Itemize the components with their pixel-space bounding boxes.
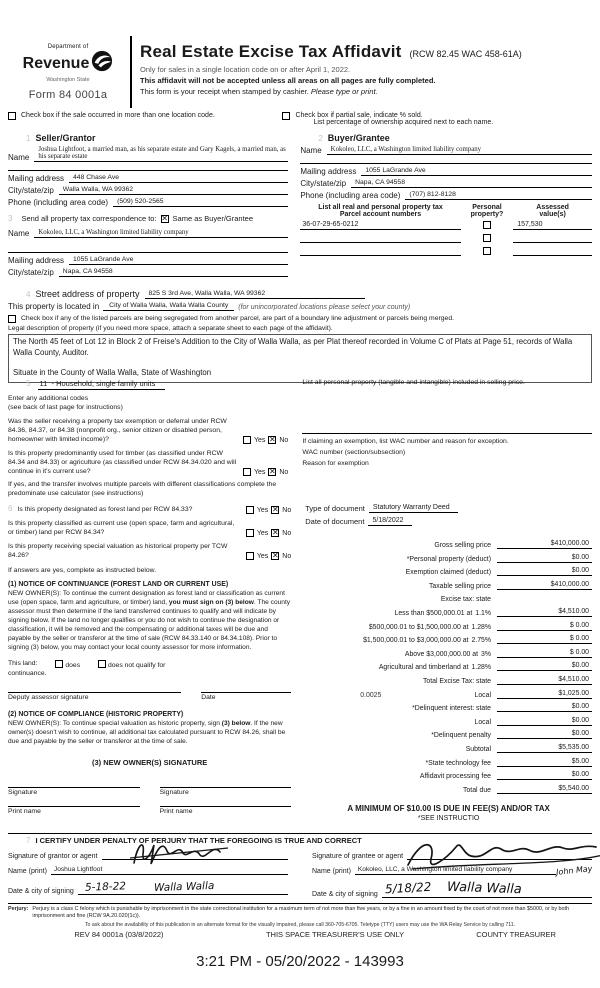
multiple-location-label: Check box if the sale occurred in more than one location code. <box>21 112 215 119</box>
new-owner-signature-title: (3) NEW OWNER(S) SIGNATURE <box>91 758 208 767</box>
parcel-col2-line1: Personal <box>472 204 502 211</box>
fin-value[interactable]: $0.00 <box>497 662 592 671</box>
correspondence-row <box>8 214 288 223</box>
land-qualify-row <box>8 660 291 669</box>
multiple-location-checkbox[interactable] <box>8 112 16 120</box>
historic-no-label: No <box>282 552 292 560</box>
fin-value[interactable]: $ 0.00 <box>497 635 592 644</box>
accessibility-note: To ask about the availability of this publication in an alternate format for the visually impaired, please call 360-705-6705. Teletype (TTY) users may use the WA Relay Service by calling 711. <box>84 922 516 928</box>
fin-row-technology-fee <box>305 758 592 767</box>
deputy-date-label: Date <box>201 694 216 701</box>
current-use-question: Is this property classified as current use (open space, farm and agricultural, or timber) land per RCW 84.34? <box>8 520 235 536</box>
fin-label: Subtotal <box>465 745 491 753</box>
forest-no-checkbox[interactable] <box>271 506 279 514</box>
q2-no-label: No <box>279 468 289 476</box>
deputy-assessor-signature-line[interactable] <box>8 692 181 701</box>
if-yes-instruction: If answers are yes, complete as instructed below. <box>8 567 157 574</box>
notice2-text-c: . If the new owner(s) doesn't wish to continue, all additional tax calculated pursuant to RCW 84.26, shall be due and payable by the seller or transferor at the time of sale. <box>8 720 286 745</box>
buyer-section-number: 2 <box>318 134 323 143</box>
correspondence-separator <box>8 241 288 253</box>
q1-no-label: No <box>279 436 289 444</box>
fin-rate: 1.28% <box>471 623 491 631</box>
header-note-3-italic: Please type or print. <box>310 87 378 96</box>
exemption-deferral-question: Was the seller receiving a property tax exemption or deferral under RCW 84.36, 84.37, or 84.38 (nonprofit org., senior citizen or disabled person, homeowner with limited income)? <box>8 418 227 443</box>
fin-label: Local <box>474 691 491 699</box>
q1-yes-label: Yes <box>253 436 266 444</box>
grantor-date-label: Date & city of signing <box>8 888 74 895</box>
parcel-col1-line1: List all real and personal property tax <box>318 204 443 211</box>
seller-phone-label: Phone (including area code) <box>8 198 109 207</box>
buyer-mailing-field[interactable]: 1055 LaGrande Ave <box>361 167 592 176</box>
fin-row-delinquent-interest-local <box>305 717 592 726</box>
continuance-section <box>8 504 291 822</box>
seller-city-label: City/state/zip <box>8 186 54 195</box>
fin-value[interactable]: $0.00 <box>497 730 592 739</box>
q2-yes-label: Yes <box>253 468 266 476</box>
land-use-code[interactable]: 11 <box>39 379 48 388</box>
perjury-label: Perjury: <box>8 906 29 912</box>
does-checkbox[interactable] <box>55 660 63 668</box>
fin-label: Total due <box>463 786 491 794</box>
q1-yes-checkbox[interactable] <box>243 436 251 444</box>
deputy-date-line[interactable] <box>201 692 291 701</box>
forest-yes-checkbox[interactable] <box>246 506 254 514</box>
form-number: Form 84 0001a <box>28 89 108 101</box>
personal-property-checkbox-3[interactable] <box>483 247 491 255</box>
fin-row-tier2 <box>305 622 592 631</box>
fin-label: Affidavit processing fee <box>419 773 491 781</box>
seller-section-number: 1 <box>26 134 31 143</box>
parcel-table-header <box>300 204 592 218</box>
partial-sale-label <box>295 112 493 126</box>
fin-row-delinquent-interest-state <box>305 703 592 712</box>
grantee-date-label: Date & city of signing <box>312 891 378 898</box>
buyer-phone-field[interactable]: (707) 812-8128 <box>405 191 592 200</box>
new-owner-print-name-1[interactable] <box>8 806 140 815</box>
street-address-field[interactable]: 825 S 3rd Ave, Walla Walla, WA 99362 <box>145 290 365 299</box>
grantee-signature-label: Signature of grantee or agent <box>312 853 404 860</box>
landuse-section-number: 5 <box>26 379 31 388</box>
notice1-text-c: . The county assessor must then determine if the land transferred continues to qualify and will indicate by signing below. If the land no longer qualifies or you do not wish to continue the designation or classification, it will be removed and the compensating or additional taxes will be due and payable by the seller or transferor at the time of sale (RCW 84.33.140 or 84.34.108). Prior to signing (3) below, you may contact your local county assessor for more information. <box>8 599 291 651</box>
forest-no-label: No <box>282 506 292 514</box>
fin-value[interactable]: $4,510.00 <box>497 608 592 617</box>
correspondence-name-label: Name <box>8 229 30 238</box>
fin-row-excise-state <box>305 594 592 603</box>
buyer-mailing-label: Mailing address <box>300 167 357 176</box>
historic-yes-checkbox[interactable] <box>246 552 254 560</box>
new-owner-signature-line-1[interactable] <box>8 787 140 796</box>
grantor-signature-label: Signature of grantor or agent <box>8 853 98 860</box>
see-instructions-note: *SEE INSTRUCTIO <box>417 814 480 822</box>
does-label: does <box>65 662 81 669</box>
fin-label: Local <box>474 718 491 726</box>
fin-row-agricultural <box>305 662 592 671</box>
currentuse-yes-label: Yes <box>256 529 269 537</box>
fin-label: $500,000.01 to $1,500,000.00 at <box>368 623 469 631</box>
form-header <box>10 36 592 108</box>
header-note-3 <box>140 87 592 96</box>
grantee-city-handwriting: Walla Walla <box>446 879 522 898</box>
correspondence-name-field[interactable]: Kokoleo, LLC, a Washington limited liability company <box>34 229 288 238</box>
parcel-number-field[interactable]: 36-07-29-65-0212 <box>300 221 460 230</box>
correspondence-city-label: City/state/zip <box>8 268 54 277</box>
fin-label: Agricultural and timberland at <box>378 664 469 672</box>
parcel-number-field[interactable] <box>300 234 460 243</box>
fin-value[interactable]: $1,025.00 <box>497 690 592 699</box>
fin-value[interactable]: $5.00 <box>497 758 592 767</box>
personal-property-col-header <box>461 204 514 218</box>
top-checkbox-row <box>8 112 592 126</box>
segregated-parcel-label: Check box if any of the listed parcels are being segregated from another parcel, are part of a boundary line adjustment or parcels being merged. <box>21 315 454 322</box>
fin-row-total-due <box>305 785 592 794</box>
fin-value[interactable]: $0.00 <box>497 567 592 576</box>
fin-value <box>497 594 592 603</box>
located-in-note: (for unincorporated locations please select your county) <box>238 304 411 311</box>
buyer-city-field[interactable]: Napa, CA 94558 <box>351 179 592 188</box>
header-note-1: Only for sales in a single location code on or after April 1, 2022. <box>140 65 351 74</box>
correspondence-mailing-label: Mailing address <box>8 256 65 265</box>
grantee-name-field[interactable]: Kokoleo, LLC, a Washington limited liability company <box>355 866 556 875</box>
fin-label: *Delinquent interest: state <box>412 705 491 713</box>
fin-label: Gross selling price <box>434 542 491 549</box>
fin-row-subtotal <box>305 744 592 753</box>
fin-value[interactable]: $5,535.00 <box>497 744 592 753</box>
fin-label: *State technology fee <box>425 759 491 767</box>
personal-property-checkbox-1[interactable] <box>483 221 491 229</box>
buyer-separator <box>300 158 592 164</box>
notice1-text-bold: you must sign on (3) below <box>168 599 254 606</box>
fin-row-exemption-deduct <box>305 567 592 576</box>
q2-yes-checkbox[interactable] <box>243 468 251 476</box>
fin-value[interactable]: $ 0.00 <box>497 649 592 658</box>
date-of-document-label: Date of document <box>305 517 365 526</box>
grantor-date-line[interactable] <box>78 881 288 895</box>
forestland-section-number: 6 <box>8 504 13 513</box>
partial-sale-line-2: List percentage of ownership acquired next to each name. <box>313 119 494 126</box>
fin-row-gross <box>305 540 592 549</box>
located-in-field[interactable]: City of Walla Walla, Walla Walla County <box>103 302 234 311</box>
notice2-text-bold: (3) below <box>221 720 251 727</box>
historic-yes-label: Yes <box>256 552 269 560</box>
fin-value[interactable]: $4,510.00 <box>497 676 592 685</box>
q2-no-checkbox[interactable] <box>268 468 276 476</box>
parcel-col2-line2: property? <box>470 211 504 218</box>
buyer-heading: Buyer/Grantee <box>327 133 390 143</box>
legal-description-text: The North 45 feet of Lot 12 in Block 2 of Freise's Addition to the City of Walla Walla, as per Plat thereof recorded in Volume C of Plats at Page 51, records of Walla Walla County, Auditor. <box>13 337 573 357</box>
fin-row-tier4 <box>305 649 592 658</box>
parcel-number-field[interactable] <box>300 247 460 256</box>
property-section <box>8 289 592 383</box>
legal-description-blank-line <box>13 358 587 368</box>
grantee-annotation-handwriting: John May <box>555 864 593 877</box>
same-as-buyer-checkbox[interactable] <box>161 215 169 223</box>
seller-name-field[interactable]: Joshua Lightfoot, a married man, as his separate estate and Gary Kagels, a married man, as his separate estate <box>34 146 288 162</box>
partial-sale-line-1: Check box if partial sale, indicate % sold. <box>295 112 423 119</box>
wac-number-label: WAC number (section/subsection) <box>302 449 406 456</box>
parcel-col3-line1: Assessed <box>536 204 569 211</box>
located-in-label: This property is located in <box>8 302 100 311</box>
fin-rate: 3% <box>481 650 491 658</box>
signature-label-1: Signature <box>8 789 38 796</box>
correspondence-mailing-field[interactable]: 1055 LaGrande Ave <box>69 256 288 265</box>
correspondence-city-field[interactable]: Napa, CA 94558 <box>59 268 289 277</box>
seller-separator <box>8 165 288 171</box>
rev-number: REV 84 0001a (03/8/2022) <box>74 930 164 939</box>
street-address-label-text: Street address of property <box>35 289 140 299</box>
parcel-row-1 <box>300 221 592 230</box>
notice2-text-a: NEW OWNER(S): To continue special valuation as historic property, sign <box>8 720 222 727</box>
notice-continuance-body <box>8 589 291 652</box>
assessed-value-field[interactable] <box>513 247 592 256</box>
grantor-certification <box>8 851 288 904</box>
county-treasurer-label: COUNTY TREASURER <box>476 930 556 939</box>
assessed-value-field[interactable] <box>513 234 592 243</box>
receipt-timestamp: 3:21 PM - 05/20/2022 - 143993 <box>196 953 404 970</box>
new-owner-signature-line-2[interactable] <box>160 787 292 796</box>
certification-section-number: 7 <box>26 836 31 845</box>
fin-label: Less than $500,000.01 at <box>394 609 473 617</box>
grantee-signature-line[interactable] <box>407 851 592 860</box>
legal-description-box[interactable] <box>8 334 592 383</box>
fin-label: Above $3,000,000.00 at <box>404 650 479 658</box>
parcel-col-header <box>300 204 460 218</box>
seller-city-field[interactable]: Walla Walla, WA 99362 <box>59 186 289 195</box>
segregated-parcel-checkbox[interactable] <box>8 315 16 323</box>
q1-no-checkbox[interactable] <box>268 436 276 444</box>
partial-sale-checkbox[interactable] <box>282 112 290 120</box>
new-owner-print-name-2[interactable] <box>160 806 292 815</box>
fin-row-local <box>305 690 592 699</box>
fin-row-processing-fee <box>305 771 592 780</box>
grantor-date-handwriting: 5-18-22 <box>84 880 126 894</box>
exemption-reason-label: Reason for exemption <box>302 460 369 467</box>
grantee-date-handwriting: 5/18/22 <box>384 879 432 897</box>
perjury-text: Perjury is a class C felony which is punishable by imprisonment in the state correctional institution for a maximum term of not more than five years, or by a fine in an amount fixed by the court of not more than $5000, or by both imprisonment and fine (RCW 9A.20.020(1c)). <box>32 906 570 919</box>
parcel-col1-line2: Parcel account numbers <box>339 211 422 218</box>
notice-compliance-title: (2) NOTICE OF COMPLIANCE (HISTORIC PROPERTY) <box>8 711 184 718</box>
buyer-name-field[interactable]: Kokoleo, LLC, a Washington limited liability company <box>327 146 592 155</box>
predominate-use-note: If yes, and the transfer involves multiple parcels with different classifications complete the predominate use calculator (see instructions) <box>8 481 277 497</box>
correspondence-label: Send all property tax correspondence to: <box>21 214 157 223</box>
fin-value[interactable]: $0.00 <box>497 703 592 712</box>
print-name-label-2: Print name <box>159 808 193 815</box>
grantor-name-label: Name (print) <box>8 868 47 875</box>
excise-tax-table <box>305 540 592 794</box>
notice-continuance-title: (1) NOTICE OF CONTINUANCE (FOREST LAND OR CURRENT USE) <box>8 581 229 588</box>
grantee-date-line[interactable] <box>382 881 592 898</box>
this-land-label: This land: <box>8 660 38 667</box>
dor-revenue-wordmark: Revenue <box>22 55 90 72</box>
fin-label: Total Excise Tax: state <box>422 677 491 685</box>
assessed-value-field[interactable]: 157,530 <box>513 221 592 230</box>
certification-section <box>8 833 592 904</box>
certification-statement: I CERTIFY UNDER PENALTY OF PERJURY THAT THE FOREGOING IS TRUE AND CORRECT <box>35 836 362 845</box>
exemption-claim-label: If claiming an exemption, list WAC number and reason for exception. <box>302 438 509 445</box>
currentuse-no-checkbox[interactable] <box>271 529 279 537</box>
tax-computation-section <box>305 504 592 822</box>
property-section-number: 4 <box>26 290 31 299</box>
parcel-row-2 <box>300 234 592 243</box>
timber-agriculture-question: Is this property predominantly used for timber (as classified under RCW 84.34 and 84.33) or agriculture (as classified under RCW 84.34.020 and will continue in it's current use? <box>8 450 237 475</box>
fin-row-delinquent-penalty <box>305 730 592 739</box>
grantor-city-handwriting: Walla Walla <box>153 879 215 895</box>
fin-value[interactable]: $0.00 <box>497 554 592 563</box>
seller-section <box>8 133 288 280</box>
notice-compliance-body <box>8 719 291 746</box>
street-address-label <box>8 289 145 299</box>
header-note-3-text: This form is your receipt when stamped by cashier. <box>140 87 311 96</box>
fin-row-taxable <box>305 581 592 590</box>
personal-property-checkbox-2[interactable] <box>483 234 491 242</box>
deputy-assessor-label: Deputy assessor signature <box>8 694 89 701</box>
fin-rate: 1.28% <box>471 664 491 672</box>
buyer-phone-label: Phone (including area code) <box>300 191 401 200</box>
parcel-row-3 <box>300 247 592 256</box>
signature-label-2: Signature <box>159 789 189 796</box>
header-divider <box>130 36 132 108</box>
grantee-certification <box>312 851 592 904</box>
fin-row-tier3 <box>305 635 592 644</box>
see-back-note: (see back of last page for instructions) <box>8 404 123 411</box>
dor-dept-line: Department of <box>47 44 89 50</box>
dor-logo-block <box>10 36 126 108</box>
forest-land-question: Is this property designated as forest land per RCW 84.33? <box>17 506 193 513</box>
fin-value[interactable]: $410,000.00 <box>497 581 592 590</box>
fin-value[interactable]: $ 0.00 <box>497 622 592 631</box>
currentuse-yes-checkbox[interactable] <box>246 529 254 537</box>
fin-label: Exemption claimed (deduct) <box>405 569 491 577</box>
date-of-document-field[interactable]: 5/18/2022 <box>368 517 411 526</box>
land-use-description: - Household, single family units <box>51 379 156 388</box>
buyer-section <box>300 133 592 280</box>
fin-label: *Personal property (deduct) <box>406 555 491 563</box>
print-name-label-1: Print name <box>8 808 41 815</box>
footer-row <box>8 930 592 939</box>
title-rcw-reference: (RCW 82.45 WAC 458-61A) <box>409 49 522 59</box>
forest-yes-label: Yes <box>256 506 269 514</box>
fin-row-personal-deduct <box>305 554 592 563</box>
grantor-name-field[interactable]: Joshua Lightfoot <box>51 866 288 875</box>
fin-row-tier1 <box>305 608 592 617</box>
seller-heading: Seller/Grantor <box>35 133 96 143</box>
grantee-name-label: Name (print) <box>312 868 351 875</box>
legal-description-situate: Situate in the County of Walla Walla, State of Washington <box>13 368 212 377</box>
personal-property-section <box>302 379 592 498</box>
page-title: Real Estate Excise Tax Affidavit <box>140 42 402 61</box>
dor-state-line: Washington State <box>46 77 90 83</box>
local-rate-value: 0.0025 <box>360 691 382 699</box>
fin-label: $1,500,000.01 to $3,000,000.00 at <box>363 637 469 645</box>
fin-row-total-state <box>305 676 592 685</box>
perjury-note <box>8 903 592 920</box>
seller-phone-field[interactable]: (509) 520-2565 <box>113 198 288 207</box>
land-use-section <box>8 379 288 498</box>
does-not-checkbox[interactable] <box>98 660 106 668</box>
type-of-document-label: Type of document <box>305 504 365 513</box>
fin-label: Excise tax: state <box>440 596 491 604</box>
buyer-city-label: City/state/zip <box>300 179 347 188</box>
grantor-signature-line[interactable] <box>102 851 288 860</box>
continuance-label: continuance. <box>8 670 47 677</box>
header-note-2: This affidavit will not be accepted unless all areas on all pages are fully completed. <box>140 76 436 85</box>
fin-value[interactable]: $0.00 <box>497 771 592 780</box>
fin-value[interactable]: $410,000.00 <box>497 540 592 549</box>
same-as-buyer-label: Same as Buyer/Grantee <box>172 214 254 223</box>
fin-value[interactable]: $5,540.00 <box>497 785 592 794</box>
seller-mailing-field[interactable]: 448 Chase Ave <box>69 174 288 183</box>
dor-swirl-icon <box>91 50 113 77</box>
currentuse-no-label: No <box>282 529 292 537</box>
seller-mailing-label: Mailing address <box>8 174 65 183</box>
historic-valuation-question: Is this property receiving special valuation as historical property per TCW 84.26? <box>8 543 228 559</box>
fin-value[interactable]: $0.00 <box>497 717 592 726</box>
fin-label: *Delinquent penalty <box>431 732 491 740</box>
legal-description-label: Legal description of property (if you need more space, attach a separate sheet to each page of the affidavit). <box>8 325 333 332</box>
type-of-document-field[interactable]: Statutory Warranty Deed <box>369 504 458 513</box>
assessed-value-col-header <box>513 204 592 218</box>
personal-property-blank-field[interactable] <box>302 388 592 434</box>
fin-rate: 1.1% <box>475 609 491 617</box>
fin-rate: 2.75% <box>471 637 491 645</box>
parcel-col3-line2: value(s) <box>539 211 566 218</box>
additional-codes-label: Enter any additional codes <box>8 395 89 402</box>
minimum-due-note: A MINIMUM OF $10.00 IS DUE IN FEE(S) AND/OR TAX <box>347 803 550 813</box>
seller-name-label: Name <box>8 153 30 162</box>
treasurer-space-label: THIS SPACE TREASURER'S USE ONLY <box>265 930 405 939</box>
correspondence-section-number: 3 <box>8 214 13 223</box>
fin-label: Taxable selling price <box>428 582 491 590</box>
historic-no-checkbox[interactable] <box>271 552 279 560</box>
personal-property-list-label: List all personal property (tangible and intangible) included in selling price. <box>302 379 525 386</box>
buyer-name-label: Name <box>300 146 322 155</box>
does-not-label: does not qualify for <box>108 662 166 669</box>
notice1-text-a: NEW OWNER(S): To continue the current designation as forest land or classification as current use (open space, farm and agriculture, or timber) land, <box>8 590 285 606</box>
